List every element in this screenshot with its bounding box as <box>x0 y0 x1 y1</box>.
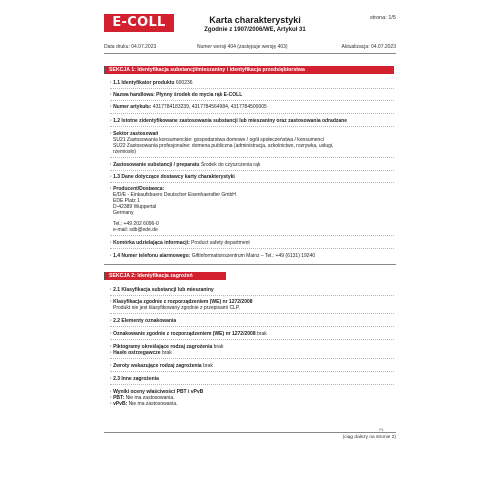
separator <box>110 295 394 296</box>
sector-of-use-label: · Sektor zastosowań <box>110 131 159 137</box>
classification-value: Produkt nie jest klasyfikowany zgodnie z przepisami CLP. <box>113 305 240 311</box>
separator <box>110 113 394 114</box>
separator <box>110 170 394 171</box>
document-meta <box>104 44 396 52</box>
version-number: Numer wersji 404 (zastępuje wersję 403) <box>197 44 288 50</box>
label-elements-heading: · 2.2 Elementy oznakowania <box>110 318 177 324</box>
footer-divider <box>104 432 396 433</box>
su22-line-continued: rzemiosło) <box>113 149 137 155</box>
separator <box>110 126 394 127</box>
separator <box>110 100 394 101</box>
vpvb-result: · vPvB: Nie ma zastosowania. <box>110 401 178 407</box>
classification-heading: · 2.1 Klasyfikacja substancji lub mieszaniny <box>110 287 214 293</box>
use-of-substance: · Zastosowanie substancji / preparatu Środek do czyszczenia rąk <box>110 162 261 168</box>
separator <box>110 339 394 340</box>
page-number: strona: 1/5 <box>370 15 396 21</box>
section-2-heading: SEKCJA 2: Identyfikacja zagrożeń <box>106 272 226 280</box>
producer-country: Germany <box>113 210 134 216</box>
signal-word: · Hasło ostrzegawcze brak <box>110 350 172 356</box>
section-divider <box>104 264 396 265</box>
labelling-regulation: · Oznakowanie zgodnie z rozporządzeniem (WE) nr 1272/2008 brak <box>110 331 267 337</box>
other-hazards-heading: · 2.3 Inne zagrożenia <box>110 376 159 382</box>
identified-uses-heading: · 1.2 Istotne zidentyfikowane zastosowania substancji lub mieszaniny oraz zastosowania odradzane <box>110 118 348 124</box>
article-number: · Numer artykułu: 4317784183239, 4317784564984, 4317784500005 <box>110 104 267 110</box>
producer-street: EDE Platz 1 <box>113 198 140 204</box>
producer-city: D-42389 Wuppertal <box>113 204 157 210</box>
separator <box>110 88 394 89</box>
supplier-heading: · 1.3 Dane dotyczące dostawcy karty charakterystyki <box>110 174 235 180</box>
pbt-vpvb-heading: · Wyniki oceny właściwości PBT i vPvB <box>110 389 204 395</box>
header-divider <box>104 53 396 54</box>
hazard-pictograms: · Piktogramy określające rodzaj zagrożenia brak <box>110 344 224 350</box>
information-unit: · Komórka udzielająca informacji: Product safety department <box>110 240 250 246</box>
producer-label: · Producent/Dostawca: <box>110 186 165 192</box>
producer-email[interactable]: e-mail: sdb@ede.de <box>113 227 158 233</box>
update-date: Aktualizacja: 04.07.2023 <box>341 44 396 50</box>
separator <box>110 248 394 249</box>
separator <box>110 157 394 158</box>
separator <box>110 371 394 372</box>
product-identifier: · 1.1 Identyfikator produktu 600236 <box>110 80 193 86</box>
producer-name: E/D/E - Einkaufsbuero Deutscher Eisenhaendler GmbH <box>113 192 236 198</box>
separator <box>110 235 394 236</box>
continued-note: (ciąg dalszy na stronie 2) <box>342 435 396 440</box>
separator <box>110 182 394 183</box>
hazard-statements: · Zwroty wskazujące rodzaj zagrożenia brak <box>110 363 213 369</box>
language-code: PL <box>379 427 384 432</box>
trade-name: · Nazwa handlowa: Płynny środek do mycia rąk E-COLL <box>110 92 243 98</box>
document-subtitle: Zgodnie z 1907/2006/WE, Artykuł 31 <box>204 27 306 33</box>
su22-line: SU22 Zastosowania profesjonalne: domena publiczna (administracja, szkolnictwo, rozrywka, usługi, <box>113 143 334 149</box>
classification-regulation: · Klasyfikacja zgodnie z rozporządzeniem (WE) nr 1272/2008 <box>110 299 253 305</box>
separator <box>110 358 394 359</box>
separator <box>110 313 394 314</box>
su21-line: SU21 Zastosowania konsumenckie: gospodarstwa domowe / ogół społeczeństwa / konsumenci <box>113 137 324 143</box>
section-1-heading: SEKCJA 1: Identyfikacja substancji/mieszaniny i identyfikacja przedsiębiorstwa <box>106 66 394 74</box>
ecoll-logo: E-COLL <box>104 14 174 32</box>
separator <box>110 384 394 385</box>
separator <box>110 326 394 327</box>
print-date: Data druku: 04.07.2023 <box>104 44 157 50</box>
document-title: Karta charakterystyki <box>209 15 301 25</box>
pbt-result: · PBT: Nie ma zastosowania. <box>110 395 175 401</box>
producer-phone: Tel.: +49 202 6096-0 <box>113 221 159 227</box>
emergency-phone: · 1.4 Numer telefonu alarmowego: Giftinformationszentrum Mainz – Tel.: +49 (6131) 19240 <box>110 253 316 259</box>
